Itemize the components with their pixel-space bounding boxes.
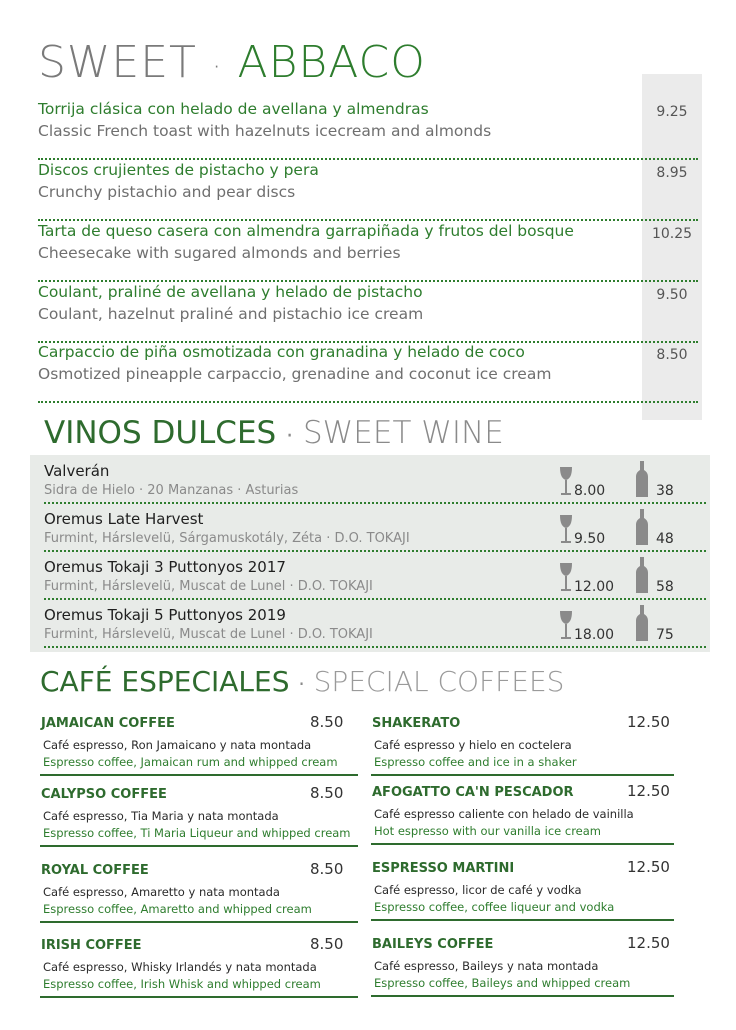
wine-section-title — [44, 414, 504, 456]
coffee-description-es: Café espresso, Ron Jamaicano y nata montada — [43, 738, 312, 752]
glass-price: 18.00 — [574, 627, 615, 643]
coffee-item — [40, 935, 358, 998]
coffee-price: 12.50 — [627, 782, 670, 800]
coffee-description-es: Café espresso, Whisky Irlandés y nata montada — [43, 960, 317, 974]
dessert-name-en: Cheesecake with sugared almonds and berries — [38, 244, 401, 262]
coffee-name: AFOGATTO CA'N PESCADOR — [372, 785, 574, 800]
wine-description: Sidra de Hielo · 20 Manzanas · Asturias — [44, 483, 299, 498]
title-separator: · — [298, 672, 305, 696]
coffee-description-es: Café espresso, Tia Maria y nata montada — [43, 809, 279, 823]
dessert-item — [38, 222, 698, 282]
coffee-price: 12.50 — [627, 858, 670, 876]
coffee-name: JAMAICAN COFFEE — [41, 716, 175, 731]
wine-name: Oremus Tokaji 5 Puttonyos 2019 — [44, 606, 286, 624]
dessert-price: 9.50 — [656, 287, 688, 303]
title-separator: · — [286, 424, 294, 449]
wine-bottle-icon — [636, 557, 648, 593]
glass-price: 9.50 — [574, 531, 606, 547]
wine-title-en: SWEET WINE — [302, 415, 504, 451]
dessert-price: 8.95 — [656, 165, 688, 181]
sweet-title-es: SWEET — [38, 37, 197, 88]
dessert-name-es: Tarta de queso casera con almendra garrapiñada y frutos del bosque — [38, 222, 574, 240]
wine-description: Furmint, Hárslevelü, Muscat de Lunel · D.O. TOKAJI — [44, 627, 373, 642]
coffee-name: CALYPSO COFFEE — [41, 787, 167, 802]
dessert-name-es: Carpaccio de piña osmotizada con granadina y helado de coco — [38, 343, 525, 361]
coffee-description-es: Café espresso, Amaretto y nata montada — [43, 885, 280, 899]
dessert-name-es: Torrija clásica con helado de avellana y almendras — [38, 100, 429, 118]
glass-price: 12.00 — [574, 579, 615, 595]
wine-bottle-icon — [636, 461, 648, 497]
coffee-description-es: Café espresso, licor de café y vodka — [374, 883, 582, 897]
coffee-description-en: Espresso coffee, Jamaican rum and whipped cream — [43, 755, 338, 769]
wine-item — [44, 552, 706, 600]
bottle-price: 75 — [656, 627, 674, 643]
dessert-item — [38, 283, 698, 343]
coffee-price: 8.50 — [310, 860, 344, 878]
coffee-price: 8.50 — [310, 935, 344, 953]
coffee-item — [40, 860, 358, 923]
dessert-name-en: Classic French toast with hazelnuts icecream and almonds — [38, 122, 492, 140]
coffee-name: SHAKERATO — [372, 716, 461, 731]
dessert-name-es: Discos crujientes de pistacho y pera — [38, 161, 319, 179]
wine-bottle-icon — [636, 605, 648, 641]
coffee-description-en: Espresso coffee, coffee liqueur and vodka — [374, 900, 615, 914]
coffee-description-es: Café espresso y hielo en coctelera — [374, 738, 572, 752]
wine-glass-icon — [558, 514, 574, 544]
wine-item — [44, 504, 706, 552]
wine-name: Valverán — [44, 462, 110, 480]
dessert-item — [38, 100, 698, 160]
dessert-item — [38, 161, 698, 221]
sweet-title-brand: ABBACO — [237, 37, 426, 88]
coffee-description-en: Espresso coffee, Ti Maria Liqueur and whipped cream — [43, 826, 351, 840]
glass-price: 8.00 — [574, 483, 606, 499]
coffee-item — [371, 858, 674, 921]
coffee-name: ROYAL COFFEE — [41, 863, 149, 878]
dessert-name-en: Coulant, hazelnut praliné and pistachio ice cream — [38, 305, 424, 323]
coffee-item — [371, 782, 674, 845]
wine-description: Furmint, Hárslevelü, Sárgamuskotály, Zéta · D.O. TOKAJI — [44, 531, 410, 546]
coffee-description-es: Café espresso caliente con helado de vainilla — [374, 807, 634, 821]
cafe-title-es: CAFÉ ESPECIALES — [40, 665, 290, 698]
dessert-price: 10.25 — [651, 226, 693, 242]
wine-item — [44, 600, 706, 648]
wine-name: Oremus Tokaji 3 Puttonyos 2017 — [44, 558, 286, 576]
coffee-price: 8.50 — [310, 713, 344, 731]
wine-glass-icon — [558, 466, 574, 496]
coffee-name: BAILEYS COFFEE — [372, 937, 494, 952]
coffee-name: ESPRESSO MARTINI — [372, 861, 515, 876]
coffee-description-es: Café espresso, Baileys y nata montada — [374, 959, 599, 973]
cafe-title-en: SPECIAL COFFEES — [313, 665, 565, 698]
wine-title-es: VINOS DULCES — [44, 415, 277, 451]
cafe-section-title — [40, 664, 564, 702]
coffee-name: IRISH COFFEE — [41, 938, 142, 953]
coffee-description-en: Espresso coffee and ice in a shaker — [374, 755, 577, 769]
coffee-item — [371, 713, 674, 776]
title-separator: · — [211, 50, 223, 85]
wine-glass-icon — [558, 562, 574, 592]
coffee-price: 12.50 — [627, 713, 670, 731]
dessert-price: 9.25 — [656, 104, 688, 120]
coffee-item — [40, 784, 358, 847]
coffee-item — [371, 934, 674, 997]
bottle-price: 58 — [656, 579, 674, 595]
dessert-name-es: Coulant, praliné de avellana y helado de pistacho — [38, 283, 423, 301]
sweet-section-title — [38, 38, 426, 93]
dessert-item — [38, 343, 698, 403]
coffee-description-en: Hot espresso with our vanilla ice cream — [374, 824, 602, 838]
coffee-description-en: Espresso coffee, Amaretto and whipped cream — [43, 902, 312, 916]
wine-description: Furmint, Hárslevelü, Muscat de Lunel · D.O. TOKAJI — [44, 579, 373, 594]
coffee-description-en: Espresso coffee, Baileys and whipped cream — [374, 976, 631, 990]
dessert-price: 8.50 — [656, 347, 688, 363]
coffee-item — [40, 713, 358, 776]
dessert-name-en: Osmotized pineapple carpaccio, grenadine and coconut ice cream — [38, 365, 552, 383]
wine-bottle-icon — [636, 509, 648, 545]
bottle-price: 38 — [656, 483, 674, 499]
wine-name: Oremus Late Harvest — [44, 510, 204, 528]
wine-glass-icon — [558, 610, 574, 640]
dessert-name-en: Crunchy pistachio and pear discs — [38, 183, 296, 201]
bottle-price: 48 — [656, 531, 674, 547]
coffee-price: 8.50 — [310, 784, 344, 802]
coffee-description-en: Espresso coffee, Irish Whisk and whipped cream — [43, 977, 321, 991]
wine-item — [44, 456, 706, 504]
coffee-price: 12.50 — [627, 934, 670, 952]
